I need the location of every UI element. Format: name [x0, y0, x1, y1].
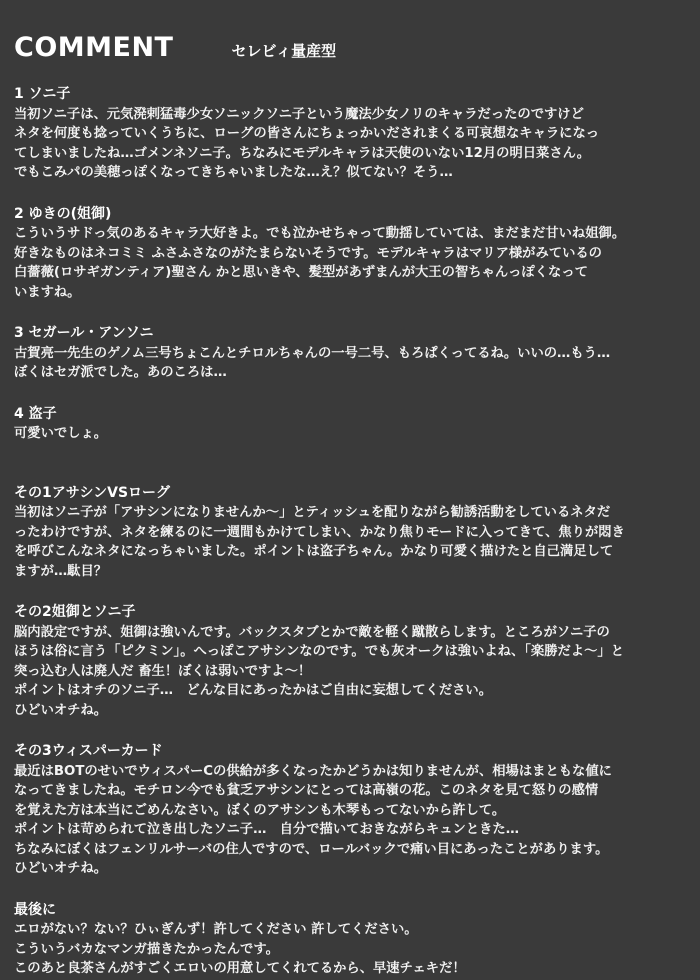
comment-section — [14, 324, 680, 383]
section-heading: その3ウィスパーカード — [14, 743, 163, 759]
body-text-line: を覚えた方は本当にごめんなさい。ぼくのアサシンも木琴もってないから許して。 — [14, 802, 506, 818]
body-text-line: ちなみにぼくはフェンリルサーバの住人ですので、ロールバックで痛い目にあったことがあります。 — [14, 841, 609, 857]
body-text-line: ったわけですが、ネタを練るのに一週間もかけてしまい、かなり焦りモードに入ってきて、焦りが悶き — [14, 524, 625, 540]
page-title: COMMENT — [14, 32, 174, 63]
section-heading: その1アサシンVSローグ — [14, 484, 171, 501]
author-name: セレビィ量産型 — [231, 42, 337, 60]
body-text-line: を呼びこんなネタになっちゃいました。ポイントは盗子ちゃん。かなり可愛く描けたと自己満足して — [14, 544, 614, 559]
body-text-line: いますね。 — [14, 284, 81, 300]
body-text-line: 古賀亮一先生のゲノム三号ちょこんとチロルちゃんの一号二号、もろぱくってるね。いいの…もう… — [14, 345, 611, 361]
body-text-line: ますが…駄目？ — [14, 563, 108, 579]
body-text-line: なってきましたね。モチロン今でも貧乏アサシンにとっては高嶺の花。このネタを見て怒りの感情 — [14, 783, 599, 798]
body-text-line: ポイントは苛められて泣き出したソニ子… 自分で描いておきながらキュンときた… — [14, 822, 520, 837]
body-text-line: 当初ソニ子は、元気溌剌猛毒少女ソニックソニ子という魔法少女ノリのキャラだったのですけど — [14, 106, 584, 122]
header — [14, 32, 680, 63]
body-text-line: てしまいましたね…ゴメンネソニ子。ちなみにモデルキャラは天使のいない12月の明日菜さん。 — [14, 145, 591, 161]
comment-section — [14, 901, 680, 979]
body-text-line: ひどいオチね。 — [14, 861, 108, 876]
body-text-line: 脳内設定ですが、姐御は強いんです。バックスタブとかで敵を軽く蹴散らします。ところがソニ子の — [14, 624, 610, 640]
body-text-line: ネタを何度も捻っていくうちに、ローグの皆さんにちょっかいだされまくる可哀想なキャラになっ — [14, 126, 600, 141]
body-text-line: 最近はBOTのせいでウィスパーCの供給が多くなったかどうかは知りませんが、相場はまともな値に — [14, 763, 612, 779]
comment-section — [14, 603, 680, 720]
body-text-line: こういうサドっ気のあるキャラ大好きよ。でも泣かせちゃって動揺していては、まだまだ甘いね姐御。 — [14, 226, 626, 241]
body-text-line: 突っ込む人は廃人だ 畜生！ぼくは弱いですよ～！ — [14, 663, 312, 679]
body-text-line: 好きなものはネコミミ ふさふさなのがたまらないそうです。モデルキャラはマリア様がみているの — [14, 245, 602, 261]
comment-section — [14, 205, 680, 303]
section-heading: その2姐御とソニ子 — [14, 604, 136, 620]
body-text-line: 当初はソニ子が「アサシンになりませんか～」とティッシュを配りながら勧誘活動をしているネタだ — [14, 505, 611, 520]
comment-section — [14, 85, 680, 183]
section-heading: 3 セガール・アンソニ — [14, 325, 154, 341]
section-heading: 最後に — [14, 901, 56, 918]
comment-body — [14, 85, 680, 979]
comment-section — [14, 742, 680, 879]
comment-section — [14, 405, 680, 444]
comment-section — [14, 484, 680, 582]
body-text-line: ほうは俗に言う「ピクミン」。へっぽこアサシンなのです。でも灰オークは強いよね、「楽勝だよ～」と — [14, 644, 624, 659]
body-text-line: エロがない？ない？ひぃぎんず！許してください 許してください。 — [14, 922, 418, 937]
body-text-line: ポイントはオチのソニ子… どんな目にあったかはご自由に妄想してください。 — [14, 683, 493, 698]
body-text-line: 可愛いでしょ。 — [14, 426, 108, 441]
body-text-line: でもこみパの美穂っぽくなってきちゃいましたな…え？似てない？そう… — [14, 165, 453, 180]
body-text-line: ぼくはセガ派でした。あのころは… — [14, 365, 227, 380]
body-text-line: ひどいオチね。 — [14, 702, 108, 718]
section-heading: 2 ゆきの(姐御) — [14, 205, 112, 222]
section-heading: 1 ソニ子 — [14, 86, 71, 102]
body-text-line: こういうバカなマンガ描きたかったんです。 — [14, 941, 279, 957]
section-heading: 4 盗子 — [14, 405, 57, 422]
body-text-line: 白薔薇(ロサギガンティア)聖さん かと思いきや、髪型があずまんが大王の智ちゃんっぽくなって — [14, 265, 588, 280]
body-text-line: このあと良茶さんがすごくエロいの用意してくれてるから、早速チェキだ！ — [14, 961, 466, 976]
